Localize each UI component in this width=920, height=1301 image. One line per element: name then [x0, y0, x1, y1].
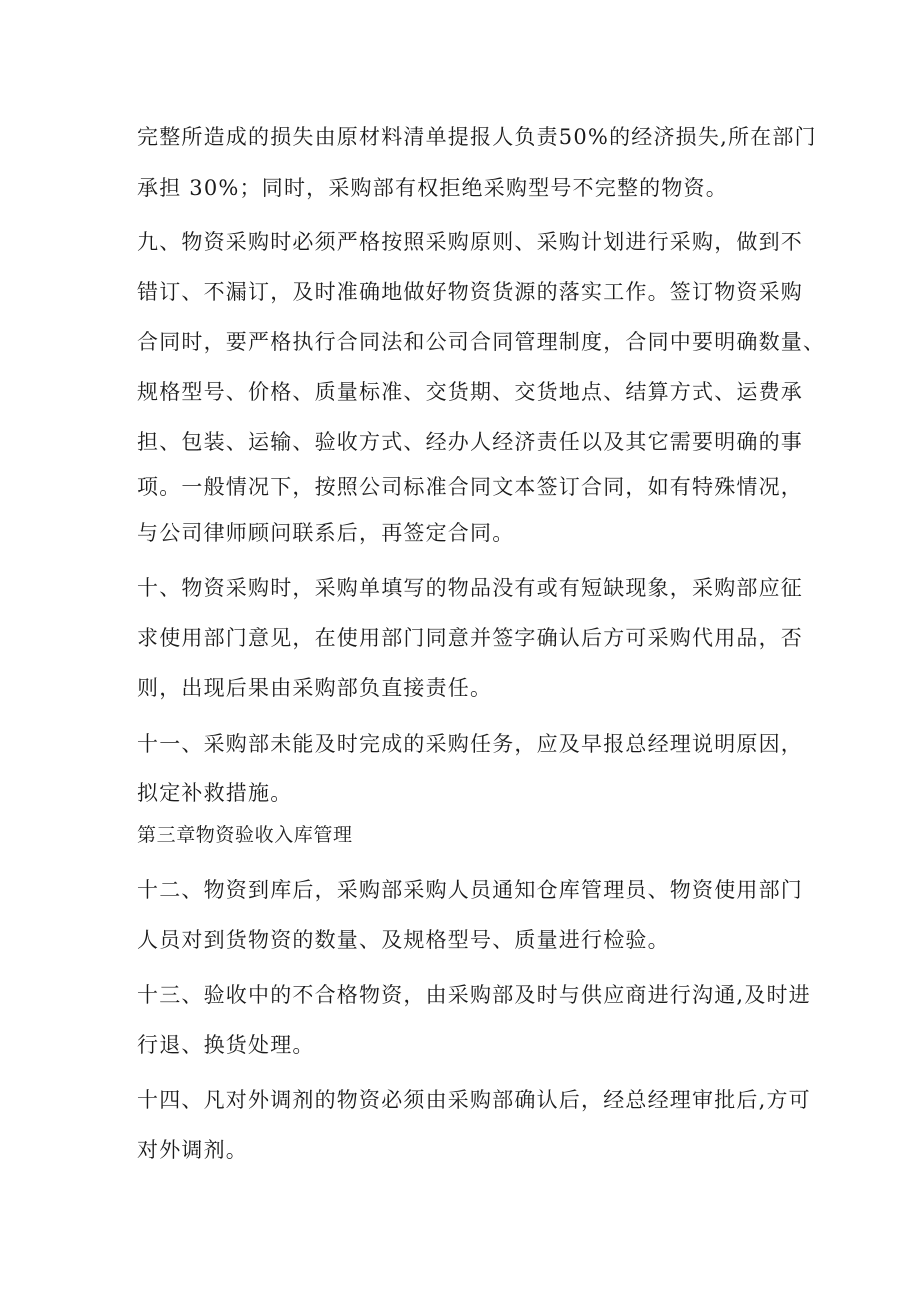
- text-line: 人员对到货物资的数量、及规格型号、质量进行检验。: [137, 928, 670, 952]
- text-line: 完整所造成的损失由原材料清单提报人负责50%的经济损失,所在部门: [137, 125, 817, 149]
- text-line: 对外调剂。: [137, 1138, 248, 1162]
- text-line: 与公司律师顾问联系后，再签定合同。: [137, 521, 515, 545]
- text-line: 错订、不漏订，及时准确地做好物资货源的落实工作。签订物资采购: [137, 280, 803, 304]
- text-line: 项。一般情况下，按照公司标准合同文本签订合同，如有特殊情况，: [137, 475, 803, 499]
- text-line: 十二、物资到库后，采购部采购人员通知仓库管理员、物资使用部门: [137, 878, 803, 902]
- text-line: 拟定补救措施。: [137, 781, 293, 805]
- text-line: 求使用部门意见，在使用部门同意并签字确认后方可采购代用品，否: [137, 626, 803, 650]
- text-line: 合同时，要严格执行合同法和公司合同管理制度，合同中要明确数量、: [137, 330, 826, 354]
- text-line: 规格型号、价格、质量标准、交货期、交货地点、结算方式、运费承: [137, 380, 803, 404]
- text-line: 九、物资采购时必须严格按照采购原则、采购计划进行采购，做到不: [137, 230, 803, 254]
- text-line: 十三、验收中的不合格物资，由采购部及时与供应商进行沟通,及时进: [137, 983, 811, 1007]
- text-line: 则，出现后果由采购部负直接责任。: [137, 676, 493, 700]
- text-line: 十一、采购部未能及时完成的采购任务，应及早报总经理说明原因，: [137, 732, 803, 756]
- text-line: 承担 30%；同时，采购部有权拒绝采购型号不完整的物资。: [137, 176, 728, 200]
- text-line: 十四、凡对外调剂的物资必须由采购部确认后，经总经理审批后,方可: [137, 1088, 811, 1112]
- text-line: 行退、换货处理。: [137, 1033, 315, 1057]
- text-line: 担、包装、运输、验收方式、经办人经济责任以及其它需要明确的事: [137, 430, 803, 454]
- text-line: 十、物资采购时，采购单填写的物品没有或有短缺现象，采购部应征: [137, 576, 803, 600]
- chapter-heading: 第三章物资验收入库管理: [137, 824, 353, 846]
